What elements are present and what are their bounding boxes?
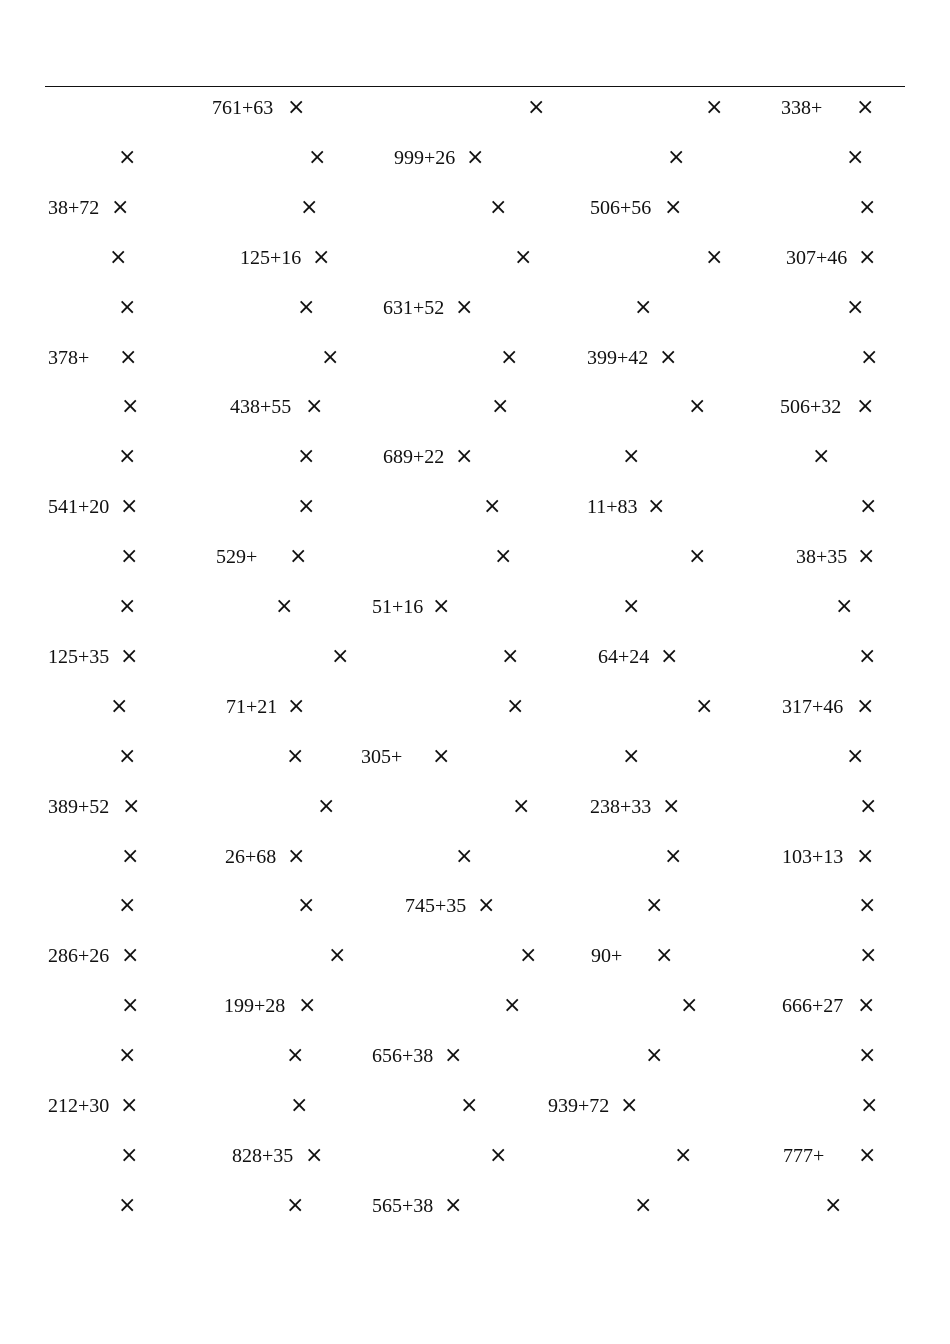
problem-expression: 656+38 [372,1045,434,1068]
times-icon: × [119,344,138,370]
times-icon: × [297,893,316,919]
times-icon: × [664,194,683,220]
problem-expression: 11+83 [587,496,638,519]
problem-expression: 999+26 [394,146,456,169]
times-icon: × [287,843,306,869]
times-icon: × [120,643,139,669]
times-icon: × [121,943,140,969]
worksheet-row [0,893,950,936]
times-icon: × [477,893,496,919]
times-icon: × [455,294,474,320]
times-icon: × [321,344,340,370]
times-icon: × [858,643,877,669]
times-icon: × [858,1043,877,1069]
times-icon: × [705,95,724,120]
worksheet-row [0,594,950,637]
worksheet-row [0,643,950,687]
problem-expression: 307+46 [786,246,848,269]
times-icon: × [290,1093,309,1118]
worksheet-row [0,494,950,537]
times-icon: × [328,943,347,969]
times-icon: × [858,893,877,919]
times-icon: × [512,793,531,819]
times-icon: × [858,194,877,220]
times-icon: × [109,244,128,270]
problem-expression: 125+16 [240,246,302,269]
times-icon: × [297,294,316,320]
times-icon: × [444,1043,463,1069]
worksheet-row [0,144,950,188]
times-icon: × [483,494,502,520]
times-icon: × [527,95,546,120]
times-icon: × [110,693,129,719]
worksheet-row [0,743,950,787]
times-icon: × [121,993,140,1019]
times-icon: × [460,1093,479,1118]
times-icon: × [659,344,678,370]
times-icon: × [432,743,451,769]
worksheet-row [0,1192,950,1236]
times-icon: × [300,194,319,220]
problem-expression: 565+38 [372,1194,434,1217]
problem-expression: 529+ [216,546,258,569]
problem-expression: 399+42 [587,346,649,369]
times-icon: × [856,693,875,719]
times-icon: × [118,144,137,170]
times-icon: × [856,843,875,869]
times-icon: × [308,144,327,170]
times-icon: × [118,1043,137,1069]
times-icon: × [622,594,641,619]
times-icon: × [287,693,306,719]
top-rule [45,86,905,87]
times-icon: × [286,1192,305,1218]
problem-expression: 631+52 [383,296,445,319]
worksheet-row [0,1093,950,1136]
times-icon: × [662,793,681,819]
times-icon: × [860,344,879,370]
times-icon: × [286,743,305,769]
times-icon: × [660,643,679,669]
times-icon: × [857,993,876,1019]
worksheet-row [0,194,950,238]
times-icon: × [856,95,875,120]
times-icon: × [824,1192,843,1218]
times-icon: × [305,1142,324,1168]
times-icon: × [856,394,875,420]
times-icon: × [121,394,140,420]
worksheet-row [0,1043,950,1086]
times-icon: × [312,244,331,270]
problem-expression: 438+55 [230,396,292,419]
worksheet-row [0,993,950,1036]
problem-expression: 38+35 [796,546,848,569]
problem-expression: 541+20 [48,496,110,519]
times-icon: × [857,544,876,570]
times-icon: × [275,594,294,619]
times-icon: × [286,1043,305,1069]
times-icon: × [688,544,707,570]
times-icon: × [494,544,513,570]
worksheet-row [0,1142,950,1186]
times-icon: × [620,1093,639,1118]
problem-expression: 828+35 [232,1144,294,1167]
worksheet-row [0,394,950,437]
times-icon: × [120,1142,139,1168]
problem-expression: 506+56 [590,196,652,219]
worksheet-row [0,294,950,338]
times-icon: × [118,594,137,619]
times-icon: × [680,993,699,1019]
problem-expression: 506+32 [780,396,842,419]
problem-expression: 64+24 [598,645,650,668]
times-icon: × [859,943,878,969]
times-icon: × [118,893,137,919]
times-icon: × [489,1142,508,1168]
times-icon: × [514,244,533,270]
problem-expression: 103+13 [782,845,844,868]
times-icon: × [705,244,724,270]
times-icon: × [695,693,714,719]
problem-expression: 689+22 [383,446,445,469]
times-icon: × [501,643,520,669]
times-icon: × [503,993,522,1019]
times-icon: × [634,1192,653,1218]
times-icon: × [118,294,137,320]
times-icon: × [305,394,324,420]
times-icon: × [491,394,510,420]
times-icon: × [466,144,485,170]
times-icon: × [118,743,137,769]
times-icon: × [432,594,451,619]
times-icon: × [121,843,140,869]
times-icon: × [317,793,336,819]
problem-expression: 125+35 [48,645,110,668]
times-icon: × [500,344,519,370]
times-icon: × [835,594,854,619]
problem-expression: 51+16 [372,596,424,618]
problem-expression: 317+46 [782,695,844,718]
times-icon: × [455,843,474,869]
problem-expression: 238+33 [590,795,652,818]
times-icon: × [622,444,641,470]
problem-expression: 338+ [781,97,823,119]
times-icon: × [859,494,878,520]
times-icon: × [489,194,508,220]
times-icon: × [111,194,130,220]
problem-expression: 389+52 [48,795,110,818]
times-icon: × [667,144,686,170]
times-icon: × [297,444,316,470]
times-icon: × [812,444,831,470]
times-icon: × [120,494,139,520]
problem-expression: 761+63 [212,97,274,119]
times-icon: × [120,544,139,570]
worksheet-row [0,843,950,887]
times-icon: × [298,993,317,1019]
times-icon: × [122,793,141,819]
times-icon: × [664,843,683,869]
times-icon: × [688,394,707,420]
times-icon: × [858,1142,877,1168]
problem-expression: 212+30 [48,1095,110,1117]
times-icon: × [289,544,308,570]
worksheet-row [0,95,950,138]
problem-expression: 90+ [591,945,623,968]
times-icon: × [444,1192,463,1218]
times-icon: × [647,494,666,520]
times-icon: × [118,1192,137,1218]
problem-expression: 305+ [361,745,403,768]
times-icon: × [858,244,877,270]
worksheet-row [0,793,950,837]
times-icon: × [645,1043,664,1069]
worksheet-row [0,344,950,388]
times-icon: × [519,943,538,969]
times-icon: × [674,1142,693,1168]
times-icon: × [645,893,664,919]
times-icon: × [859,793,878,819]
problem-expression: 745+35 [405,895,467,918]
times-icon: × [287,95,306,120]
problem-expression: 666+27 [782,995,844,1018]
problem-expression: 71+21 [226,695,278,718]
worksheet-row [0,544,950,587]
problem-expression: 939+72 [548,1095,610,1117]
problem-expression: 26+68 [225,845,277,868]
worksheet-row [0,693,950,737]
times-icon: × [846,743,865,769]
times-icon: × [860,1093,879,1118]
times-icon: × [120,1093,139,1118]
problem-expression: 378+ [48,346,90,369]
times-icon: × [297,494,316,520]
times-icon: × [118,444,137,470]
times-icon: × [846,294,865,320]
problem-expression: 777+ [783,1144,825,1167]
problem-expression: 199+28 [224,995,286,1018]
times-icon: × [506,693,525,719]
times-icon: × [846,144,865,170]
problem-expression: 38+72 [48,196,100,219]
problem-expression: 286+26 [48,945,110,968]
times-icon: × [655,943,674,969]
worksheet-row [0,244,950,288]
worksheet-row [0,444,950,487]
times-icon: × [331,643,350,669]
times-icon: × [455,444,474,470]
times-icon: × [622,743,641,769]
worksheet-row [0,943,950,986]
times-icon: × [634,294,653,320]
